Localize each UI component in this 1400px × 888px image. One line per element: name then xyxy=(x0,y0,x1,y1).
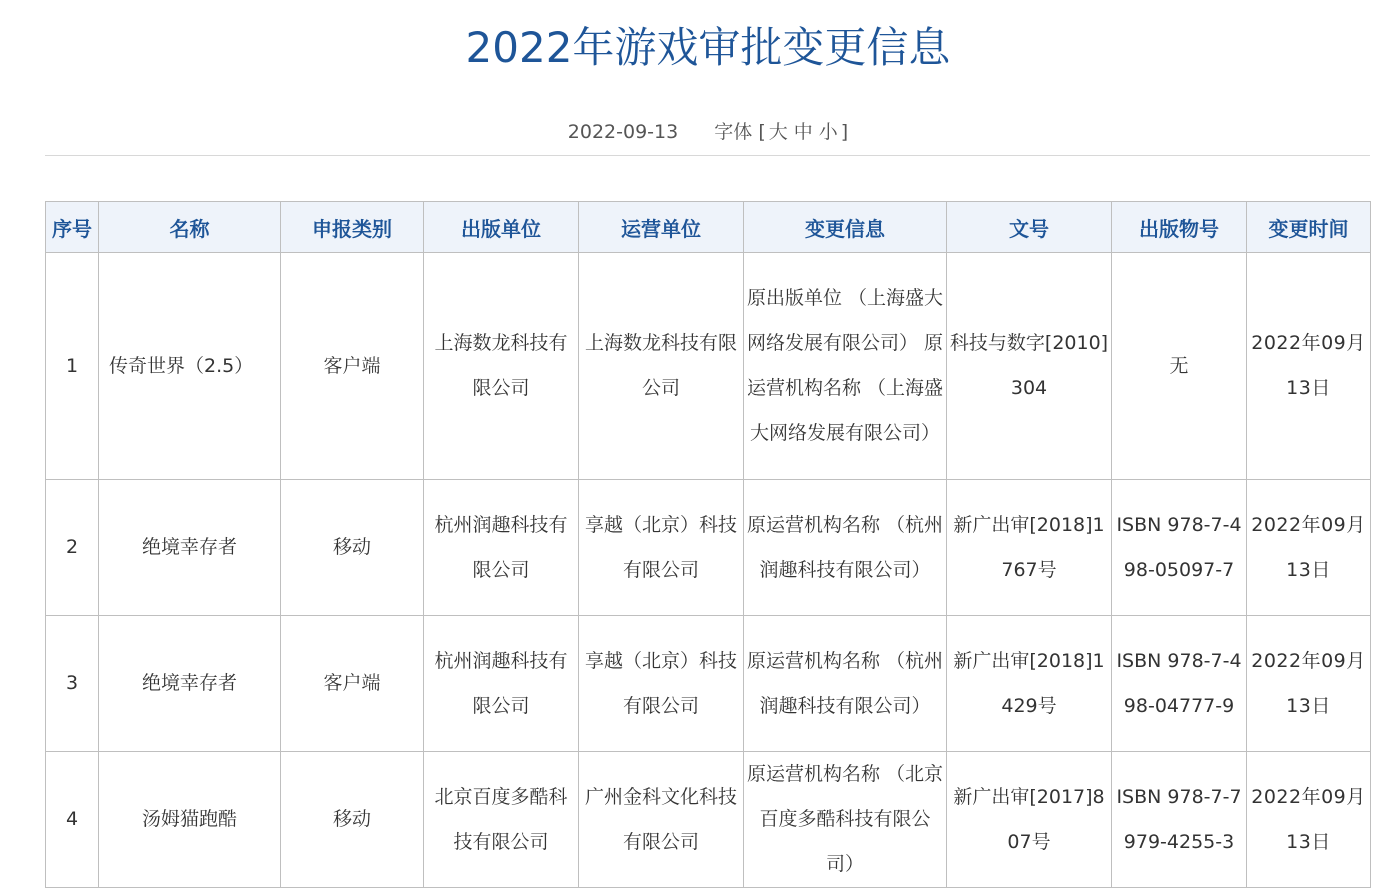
font-size-medium-link[interactable]: 中 xyxy=(793,121,813,143)
cell-publisher: 北京百度多酷科技有限公司 xyxy=(424,752,579,888)
font-size-small-link[interactable]: 小 xyxy=(818,121,838,143)
cell-index: 1 xyxy=(46,253,99,480)
table-row xyxy=(46,616,1371,752)
publish-date: 2022-09-13 xyxy=(567,121,679,143)
cell-operator: 享越（北京）科技有限公司 xyxy=(579,480,744,616)
header-doc-no: 文号 xyxy=(947,202,1112,253)
cell-operator: 上海数龙科技有限公司 xyxy=(579,253,744,480)
cell-publisher: 上海数龙科技有限公司 xyxy=(424,253,579,480)
font-size-close-bracket: ] xyxy=(840,121,849,143)
cell-pub-no: ISBN 978-7-7979-4255-3 xyxy=(1112,752,1247,888)
table-row xyxy=(46,480,1371,616)
header-pub-no: 出版物号 xyxy=(1112,202,1247,253)
article-meta xyxy=(0,118,1400,146)
cell-index: 3 xyxy=(46,616,99,752)
cell-change-info: 原运营机构名称 （杭州润趣科技有限公司） xyxy=(744,480,947,616)
cell-doc-no: 新广出审[2018]1429号 xyxy=(947,616,1112,752)
cell-pub-no: 无 xyxy=(1112,253,1247,480)
header-change-info: 变更信息 xyxy=(744,202,947,253)
cell-category: 移动 xyxy=(281,752,424,888)
header-publisher: 出版单位 xyxy=(424,202,579,253)
cell-pub-no: ISBN 978-7-498-05097-7 xyxy=(1112,480,1247,616)
cell-change-time: 2022年09月13日 xyxy=(1247,480,1371,616)
table-row xyxy=(46,253,1371,480)
page-title: 2022年游戏审批变更信息 xyxy=(465,23,951,72)
cell-index: 2 xyxy=(46,480,99,616)
table-header-row xyxy=(46,202,1371,253)
cell-operator: 广州金科文化科技有限公司 xyxy=(579,752,744,888)
cell-change-info: 原运营机构名称 （北京百度多酷科技有限公司） xyxy=(744,752,947,888)
cell-name: 汤姆猫跑酷 xyxy=(99,752,281,888)
header-category: 申报类别 xyxy=(281,202,424,253)
header-operator: 运营单位 xyxy=(579,202,744,253)
header-divider xyxy=(45,155,1370,156)
header-name: 名称 xyxy=(99,202,281,253)
cell-pub-no: ISBN 978-7-498-04777-9 xyxy=(1112,616,1247,752)
font-size-label: 字体 xyxy=(714,121,753,143)
cell-name: 绝境幸存者 xyxy=(99,480,281,616)
cell-change-time: 2022年09月13日 xyxy=(1247,752,1371,888)
table-row xyxy=(46,752,1371,888)
header-index: 序号 xyxy=(46,202,99,253)
cell-index: 4 xyxy=(46,752,99,888)
cell-name: 传奇世界（2.5） xyxy=(99,253,281,480)
cell-category: 客户端 xyxy=(281,253,424,480)
cell-operator: 享越（北京）科技有限公司 xyxy=(579,616,744,752)
cell-doc-no: 科技与数字[2010]304 xyxy=(947,253,1112,480)
font-size-large-link[interactable]: 大 xyxy=(768,121,788,143)
cell-change-info: 原出版单位 （上海盛大网络发展有限公司） 原运营机构名称 （上海盛大网络发展有限公司） xyxy=(744,253,947,480)
header-change-time: 变更时间 xyxy=(1247,202,1371,253)
font-size-open-bracket: [ xyxy=(758,121,766,143)
cell-category: 移动 xyxy=(281,480,424,616)
cell-name: 绝境幸存者 xyxy=(99,616,281,752)
cell-publisher: 杭州润趣科技有限公司 xyxy=(424,480,579,616)
cell-change-info: 原运营机构名称 （杭州润趣科技有限公司） xyxy=(744,616,947,752)
approval-change-table xyxy=(45,201,1371,888)
cell-change-time: 2022年09月13日 xyxy=(1247,616,1371,752)
cell-category: 客户端 xyxy=(281,616,424,752)
cell-change-time: 2022年09月13日 xyxy=(1247,253,1371,480)
cell-publisher: 杭州润趣科技有限公司 xyxy=(424,616,579,752)
cell-doc-no: 新广出审[2018]1767号 xyxy=(947,480,1112,616)
font-size-control xyxy=(714,121,848,143)
cell-doc-no: 新广出审[2017]807号 xyxy=(947,752,1112,888)
